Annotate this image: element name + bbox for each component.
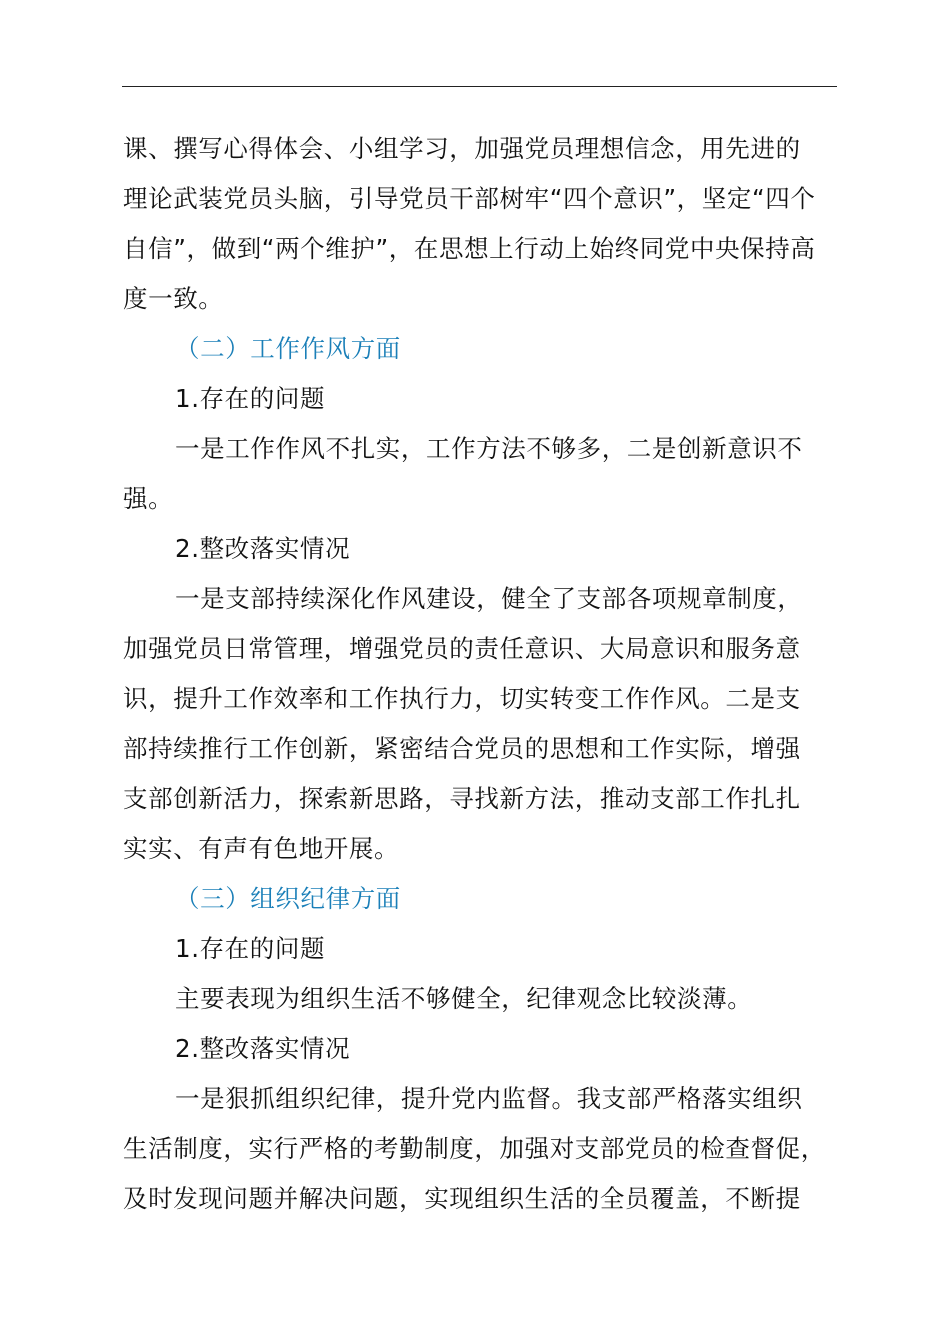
body-line: 度一致。 (123, 284, 224, 313)
body-line: 主要表现为组织生活不够健全，纪律观念比较淡薄。 (175, 984, 753, 1013)
header-rule (122, 86, 837, 87)
body-line: 生活制度，实行严格的考勤制度，加强对支部党员的检查督促， (123, 1134, 826, 1163)
body-line: 支部创新活力，探索新思路，寻找新方法，推动支部工作扎扎 (123, 784, 801, 813)
document-body (123, 124, 839, 1224)
body-line: 自信”，做到“两个维护”，在思想上行动上始终同党中央保持高 (123, 234, 816, 263)
body-line: 强。 (123, 484, 174, 513)
body-line: 一是工作作风不扎实，工作方法不够多，二是创新意识不 (175, 434, 803, 463)
body-line: 理论武装党员头脑，引导党员干部树牢“四个意识”，坚定“四个 (123, 184, 816, 213)
section-heading-work-style: （二）工作作风方面 (175, 334, 401, 363)
body-line: 部持续推行工作创新，紧密结合党员的思想和工作实际，增强 (123, 734, 801, 763)
body-line: 及时发现问题并解决问题，实现组织生活的全员覆盖，不断提 (123, 1184, 801, 1213)
subheading-rectification: 2.整改落实情况 (175, 1034, 351, 1063)
body-line: 加强党员日常管理，增强党员的责任意识、大局意识和服务意 (123, 634, 801, 663)
body-line: 实实、有声有色地开展。 (123, 834, 400, 863)
subheading-problems: 1.存在的问题 (175, 384, 326, 413)
body-line: 识，提升工作效率和工作执行力，切实转变工作作风。二是支 (123, 684, 801, 713)
body-line: 课、撰写心得体会、小组学习，加强党员理想信念，用先进的 (123, 134, 801, 163)
subheading-rectification: 2.整改落实情况 (175, 534, 351, 563)
section-heading-discipline: （三）组织纪律方面 (175, 884, 401, 913)
subheading-problems: 1.存在的问题 (175, 934, 326, 963)
body-line: 一是狠抓组织纪律，提升党内监督。我支部严格落实组织 (175, 1084, 803, 1113)
body-line: 一是支部持续深化作风建设，健全了支部各项规章制度， (175, 584, 803, 613)
